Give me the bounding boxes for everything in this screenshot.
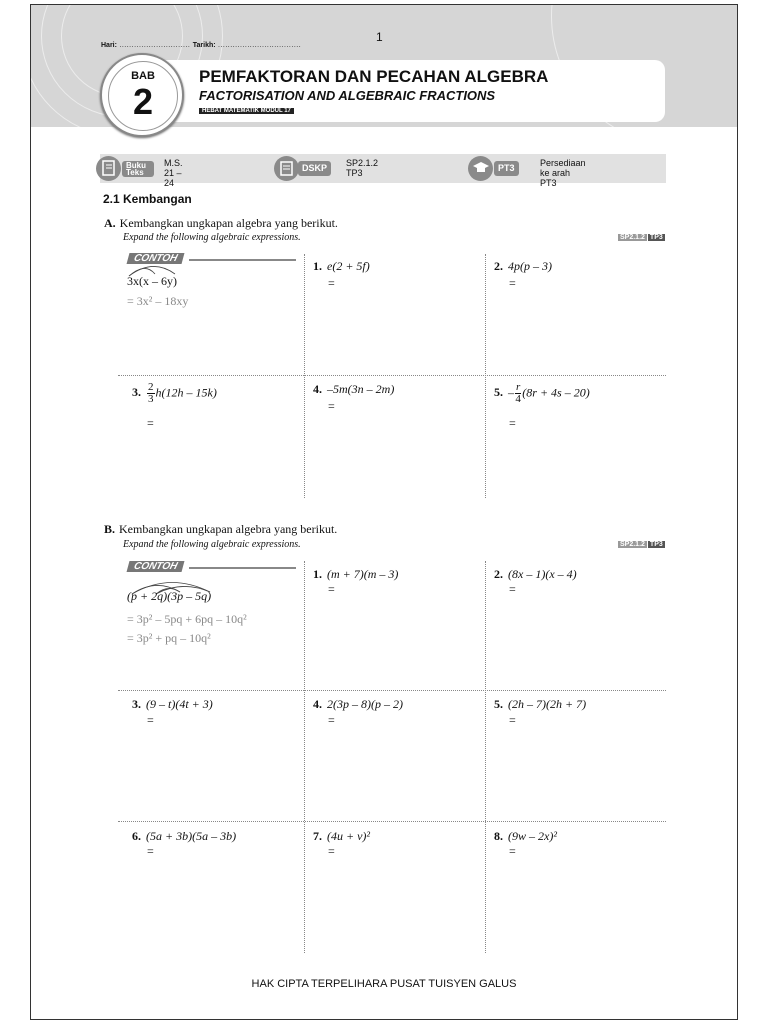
question-b-6: 6. (5a + 3b)(5a – 3b) [132, 829, 237, 843]
contoh-label-a: CONTOH [127, 253, 185, 264]
grid-line [304, 561, 305, 953]
question-b-2: 2. (8x – 1)(x – 4) [494, 567, 577, 581]
date-line: Hari: ............................. Tarikh: .................................. [101, 42, 302, 49]
equals: = [509, 844, 516, 858]
equals: = [328, 399, 335, 413]
part-a-instruction: A. Kembangkan ungkapan algebra yang berikut. [104, 216, 338, 230]
dskp-label: DSKP [298, 161, 331, 176]
equals: = [147, 844, 154, 858]
equals: = [147, 713, 154, 727]
question-b-8: 8. (9w – 2x)² [494, 829, 557, 843]
equals: = [328, 276, 335, 290]
example-b-step2: = 3p² + pq – 10q² [127, 631, 211, 645]
module-label: HEBAT MATEMATIK MODUL 17 [199, 108, 294, 114]
example-b-step1: = 3p² – 5pq + 6pq – 10q² [127, 612, 247, 626]
buku-teks-label: Buku Teks [122, 161, 154, 177]
contoh-line-a [189, 259, 296, 261]
question-b-7: 7. (4u + v)² [313, 829, 371, 843]
title-malay: PEMFAKTORAN DAN PECAHAN ALGEBRA [199, 67, 549, 86]
dskp-value: SP2.1.2 TP3 [346, 158, 379, 178]
question-b-1: 1. (m + 7)(m – 3) [313, 567, 399, 581]
example-a-question: 3x(x – 6y) [127, 274, 177, 288]
grid-line [118, 375, 666, 376]
question-a-2: 2. 4p(p – 3) [494, 259, 552, 273]
book-icon [96, 156, 121, 181]
grid-line [118, 690, 666, 691]
equals: = [509, 582, 516, 596]
title-english: FACTORISATION AND ALGEBRAIC FRACTIONS [199, 88, 496, 103]
grid-line [485, 561, 486, 953]
graduation-cap-icon [468, 156, 493, 181]
pt3-label: PT3 [494, 161, 519, 176]
equals: = [509, 276, 516, 290]
part-a-tags: SP2.1.2 TP3 [620, 234, 663, 241]
equals: = [328, 844, 335, 858]
question-b-5: 5. (2h – 7)(2h + 7) [494, 697, 587, 711]
part-b-instruction: B. Kembangkan ungkapan algebra yang berikut. [104, 522, 338, 536]
question-a-5: 5. – $\frac{r}{4}$ (8r + 4s – 20) [494, 381, 590, 405]
equals: = [509, 713, 516, 727]
contoh-label-b: CONTOH [127, 561, 185, 572]
chapter-label: BAB [131, 70, 155, 82]
section-title: 2.1 Kembangan [103, 192, 192, 206]
copyright-footer: HAK CIPTA TERPELIHARA PUSAT TUISYEN GALUS [251, 978, 517, 990]
question-b-3: 3. (9 – t)(4t + 3) [132, 697, 213, 711]
part-b-tags: SP2.1.2 TP3 [620, 541, 663, 548]
equals: = [147, 416, 154, 430]
chapter-badge [100, 53, 184, 137]
reference-bar [100, 154, 666, 188]
grid-line [485, 254, 486, 498]
chapter-number: 2 [132, 81, 154, 122]
part-a-instruction-en: Expand the following algebraic expressions. [123, 232, 301, 243]
equals: = [328, 713, 335, 727]
part-b-instruction-en: Expand the following algebraic expressions. [123, 539, 301, 550]
example-a-answer: = 3x² – 18xy [127, 294, 189, 308]
question-b-4: 4. 2(3p – 8)(p – 2) [313, 697, 403, 711]
notepad-icon [274, 156, 299, 181]
question-a-1: 1. e(2 + 5f) [313, 259, 370, 273]
contoh-line-b [189, 567, 296, 569]
equals: = [328, 582, 335, 596]
equals: = [509, 416, 516, 430]
pt3-value: Persediaan ke arah PT3 [540, 158, 586, 188]
example-b-question: (p + 2q)(3p – 5q) [127, 589, 212, 603]
grid-line [304, 254, 305, 498]
grid-line [118, 821, 666, 822]
question-a-4: 4. –5m(3n – 2m) [313, 382, 395, 396]
page-number: 1 [376, 30, 383, 44]
question-a-3: 3. $\frac{2}{3}$ h(12h – 15k) [132, 381, 217, 405]
buku-teks-value: M.S. 21 – 24 [164, 158, 183, 188]
